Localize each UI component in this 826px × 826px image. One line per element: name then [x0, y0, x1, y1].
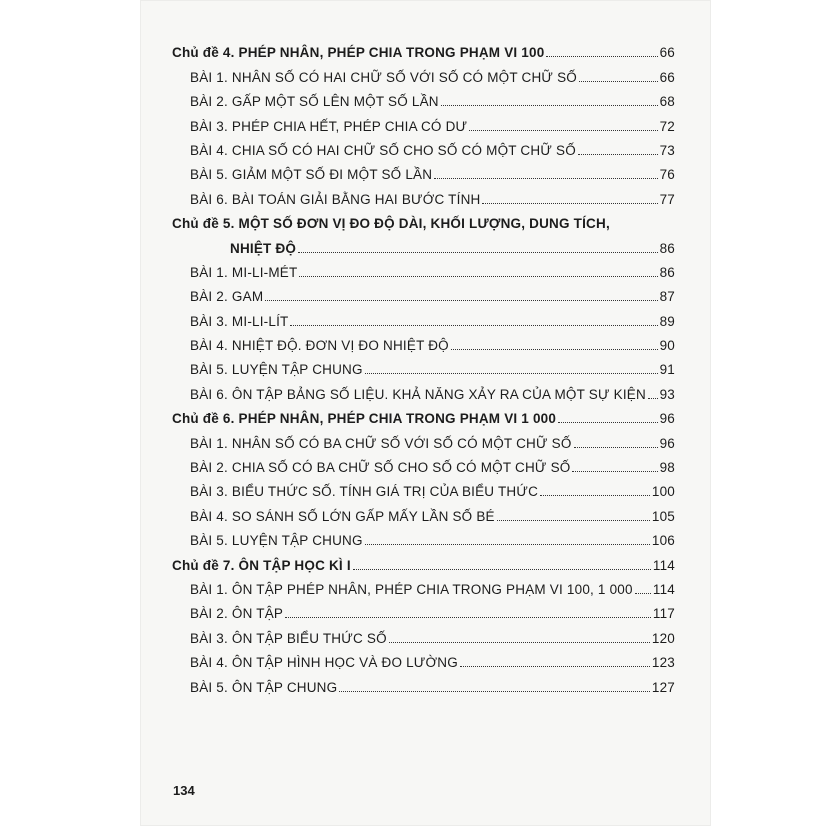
toc-page-number: 114	[652, 581, 675, 597]
toc-page-number: 105	[651, 508, 675, 524]
toc-page-number: 93	[659, 386, 675, 402]
toc-entry-title: BÀI 4. SO SÁNH SỐ LỚN GẤP MẤY LẦN SỐ BÉ	[190, 508, 495, 524]
toc-page-number: 114	[652, 557, 675, 573]
toc-page-number: 106	[651, 533, 675, 549]
dot-leader	[635, 592, 651, 594]
dot-leader	[469, 129, 657, 131]
toc-entry-title: BÀI 5. ÔN TẬP CHUNG	[190, 679, 338, 695]
toc-chapter-row	[172, 548, 675, 572]
toc-entry-title: BÀI 6. ÔN TẬP BẢNG SỐ LIỆU. KHẢ NĂNG XẢY RA CỦA MỘT SỰ KIỆN	[190, 386, 646, 402]
page-number: 134	[173, 783, 195, 798]
toc-lesson-row	[172, 329, 675, 353]
toc-entry-title: BÀI 5. GIẢM MỘT SỐ ĐI MỘT SỐ LẦN	[190, 167, 433, 183]
toc-entry-title: BÀI 3. BIỂU THỨC SỐ. TÍNH GIÁ TRỊ CỦA BIỂU THỨC	[190, 484, 539, 500]
toc-entry-title: BÀI 4. NHIỆT ĐỘ. ĐƠN VỊ ĐO NHIỆT ĐỘ	[190, 338, 449, 354]
dot-leader	[298, 251, 657, 253]
toc-lesson-row	[172, 60, 675, 84]
dot-leader	[572, 470, 657, 472]
dot-leader	[339, 690, 650, 692]
toc-entry-title: BÀI 6. BÀI TOÁN GIẢI BẰNG HAI BƯỚC TÍNH	[190, 191, 481, 207]
toc-entry-title: BÀI 5. LUYỆN TẬP CHUNG	[190, 533, 363, 549]
toc-entry-title: BÀI 3. PHÉP CHIA HẾT, PHÉP CHIA CÓ DƯ	[190, 118, 468, 134]
dot-leader	[434, 177, 657, 179]
toc-lesson-row	[172, 85, 675, 109]
dot-leader	[265, 299, 657, 301]
toc-page-number: 123	[651, 655, 675, 671]
dot-leader	[546, 55, 657, 57]
toc-page-number: 120	[651, 630, 675, 646]
toc-entry-title: BÀI 3. MI-LI-LÍT	[190, 313, 289, 329]
toc-page-number: 96	[659, 435, 675, 451]
toc-chapter-row	[172, 207, 675, 231]
toc-page-number: 73	[659, 142, 675, 158]
toc-entry-title: BÀI 2. CHIA SỐ CÓ BA CHỮ SỐ CHO SỐ CÓ MỘT CHỮ SỐ	[190, 460, 571, 476]
toc-entry-title: BÀI 1. ÔN TẬP PHÉP NHÂN, PHÉP CHIA TRONG PHẠM VI 100, 1 000	[190, 581, 633, 597]
toc-entry-title: BÀI 5. LUYỆN TẬP CHUNG	[190, 362, 363, 378]
toc-page-number: 91	[659, 362, 675, 378]
toc-lesson-row	[172, 451, 675, 475]
dot-leader	[578, 153, 658, 155]
toc-entry-title: BÀI 2. GẤP MỘT SỐ LÊN MỘT SỐ LẦN	[190, 94, 439, 110]
toc-page-number: 66	[659, 69, 675, 85]
toc-lesson-row	[172, 621, 675, 645]
dot-leader	[365, 543, 650, 545]
toc-lesson-row	[172, 524, 675, 548]
dot-leader	[285, 616, 651, 618]
toc-page-number: 96	[659, 411, 675, 427]
toc-entry-title: BÀI 4. ÔN TẬP HÌNH HỌC VÀ ĐO LƯỜNG	[190, 655, 458, 671]
toc-entry-title: NHIỆT ĐỘ	[230, 240, 297, 256]
dot-leader	[579, 80, 658, 82]
toc-lesson-row	[172, 280, 675, 304]
toc-lesson-row	[172, 353, 675, 377]
toc-chapter-row	[172, 402, 675, 426]
dot-leader	[290, 324, 657, 326]
toc-page-number: 86	[659, 264, 675, 280]
toc-lesson-row	[172, 597, 675, 621]
toc-entry-title: Chủ đề 5. MỘT SỐ ĐƠN VỊ ĐO ĐỘ DÀI, KHỐI LƯỢNG, DUNG TÍCH,	[172, 216, 610, 232]
toc-lesson-row	[172, 426, 675, 450]
toc-lesson-row	[172, 256, 675, 280]
dot-leader	[540, 494, 650, 496]
toc-page-number: 68	[659, 94, 675, 110]
toc-page-number: 72	[659, 118, 675, 134]
dot-leader	[441, 104, 658, 106]
dot-leader	[365, 372, 658, 374]
toc-page-number: 77	[659, 191, 675, 207]
dot-leader	[497, 519, 650, 521]
toc-lesson-row	[172, 499, 675, 523]
toc-entry-title: BÀI 1. NHÂN SỐ CÓ HAI CHỮ SỐ VỚI SỐ CÓ MỘT CHỮ SỐ	[190, 69, 577, 85]
toc-entry-title: Chủ đề 6. PHÉP NHÂN, PHÉP CHIA TRONG PHẠM VI 1 000	[172, 411, 557, 427]
toc-page-number: 66	[659, 45, 675, 61]
toc-lesson-row	[172, 134, 675, 158]
toc-lesson-row	[172, 573, 675, 597]
toc-entry-title: BÀI 1. MI-LI-MÉT	[190, 264, 298, 280]
toc-entry-title: BÀI 2. ÔN TẬP	[190, 606, 284, 622]
toc-page-number: 100	[651, 484, 675, 500]
toc-lesson-row	[172, 670, 675, 694]
toc-page-number: 89	[659, 313, 675, 329]
dot-leader	[353, 568, 651, 570]
toc-lesson-row	[172, 304, 675, 328]
toc-lesson-row	[172, 158, 675, 182]
toc-page-number: 86	[659, 240, 675, 256]
dot-leader	[648, 397, 658, 399]
toc-entry-title: BÀI 4. CHIA SỐ CÓ HAI CHỮ SỐ CHO SỐ CÓ MỘT CHỮ SỐ	[190, 142, 576, 158]
toc-lesson-row	[172, 109, 675, 133]
toc-page-number: 117	[652, 606, 675, 622]
toc-lesson-row	[172, 377, 675, 401]
toc-chapter-row	[172, 36, 675, 60]
toc-page-number: 76	[659, 167, 675, 183]
toc-entry-title: BÀI 1. NHÂN SỐ CÓ BA CHỮ SỐ VỚI SỐ CÓ MỘT CHỮ SỐ	[190, 435, 572, 451]
toc-page-number: 87	[659, 289, 675, 305]
toc-entry-title: BÀI 3. ÔN TẬP BIỂU THỨC SỐ	[190, 630, 387, 646]
dot-leader	[558, 421, 658, 423]
toc-entry-title: Chủ đề 7. ÔN TẬP HỌC KÌ I	[172, 557, 351, 573]
dot-leader	[299, 275, 657, 277]
toc-entry-title: BÀI 2. GAM	[190, 289, 264, 305]
toc-lesson-row	[172, 182, 675, 206]
toc-lesson-row	[172, 475, 675, 499]
toc-page-number: 90	[659, 338, 675, 354]
dot-leader	[460, 665, 650, 667]
dot-leader	[451, 348, 658, 350]
table-of-contents	[172, 36, 675, 695]
toc-page-number: 127	[651, 679, 675, 695]
toc-entry-title: Chủ đề 4. PHÉP NHÂN, PHÉP CHIA TRONG PHẠM VI 100	[172, 45, 545, 61]
toc-page-number: 98	[659, 460, 675, 476]
dot-leader	[389, 641, 650, 643]
dot-leader	[574, 446, 658, 448]
toc-lesson-row	[172, 646, 675, 670]
toc-chapter-row	[172, 231, 675, 255]
dot-leader	[482, 202, 657, 204]
